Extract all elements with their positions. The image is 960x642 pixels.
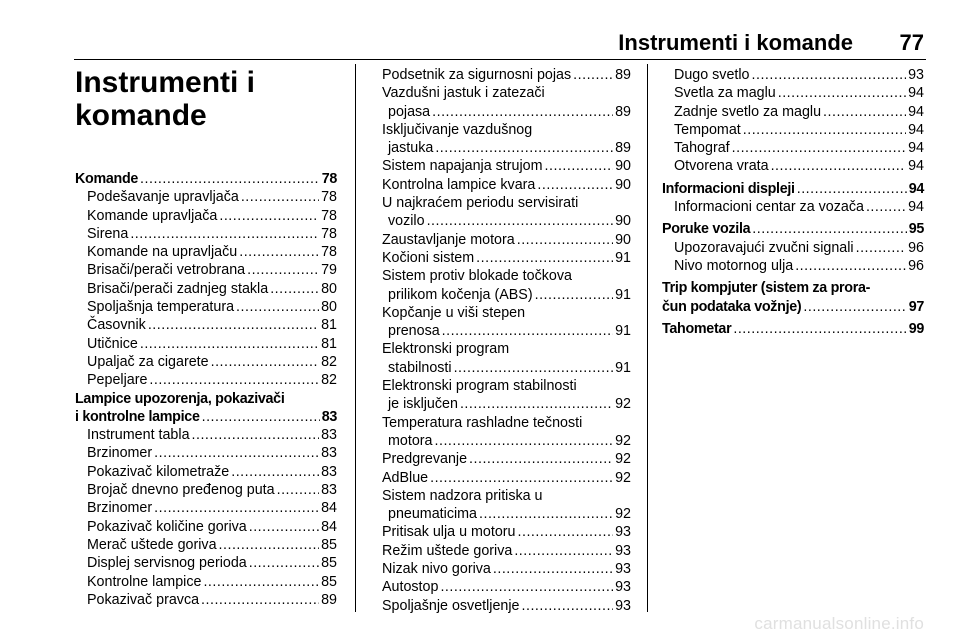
dot-leader	[202, 408, 320, 426]
toc-entry[interactable]	[382, 597, 631, 615]
toc-page-number: 92	[615, 396, 631, 413]
toc-column-2	[382, 66, 631, 615]
dot-leader	[203, 573, 319, 591]
column-divider	[647, 64, 648, 612]
toc-entry[interactable]	[75, 243, 337, 261]
toc-entry-label: i kontrolne lampice	[75, 408, 200, 425]
toc-page-number: 82	[321, 353, 337, 370]
toc-entry[interactable]	[662, 157, 924, 175]
toc-entry-label: Kontrolne lampice	[87, 573, 202, 590]
toc-entry-label: Pokazivač kilometraže	[87, 463, 230, 480]
toc-page-number: 82	[321, 372, 337, 389]
dot-leader	[239, 243, 319, 261]
toc-entry-label: Zaustavljanje motora	[382, 231, 515, 248]
dot-leader	[752, 220, 906, 238]
toc-entry-line[interactable]: Sistem protiv blokade točkova	[382, 268, 572, 285]
toc-page-number: 85	[321, 555, 337, 572]
dot-leader	[803, 298, 906, 316]
toc-page-number: 83	[321, 445, 337, 462]
toc-entry[interactable]	[75, 426, 337, 444]
toc-entry[interactable]	[382, 157, 631, 175]
toc-entry[interactable]	[382, 286, 631, 304]
toc-page-number: 84	[321, 518, 337, 535]
toc-entry[interactable]	[662, 103, 924, 121]
toc-entry-label: Kočioni sistem	[382, 249, 475, 266]
toc-section[interactable]	[75, 408, 337, 426]
toc-entry-label: je isključen	[388, 396, 458, 413]
dot-leader	[192, 426, 320, 444]
toc-page-number: 93	[615, 542, 631, 559]
toc-entry[interactable]	[75, 591, 337, 609]
dot-leader	[430, 469, 613, 487]
toc-entry-line[interactable]: Kopčanje u viši stepen	[382, 304, 526, 321]
dot-leader	[573, 66, 613, 84]
toc-entry[interactable]	[75, 335, 337, 353]
toc-entry-label: Režim uštede goriva	[382, 542, 513, 559]
toc-page-number: 81	[321, 335, 337, 352]
toc-page-number: 93	[908, 67, 924, 83]
dot-leader	[469, 450, 613, 468]
header-rule	[74, 59, 926, 60]
toc-entry[interactable]	[382, 432, 631, 450]
toc-page-number: 95	[908, 221, 924, 238]
toc-entry-label: Autostop	[382, 579, 439, 596]
dot-leader	[795, 257, 906, 275]
dot-leader	[211, 353, 320, 371]
toc-page-number: 90	[615, 176, 631, 193]
toc-entry-label: Sirena	[87, 225, 129, 242]
toc-page-number: 80	[321, 280, 337, 297]
dot-leader	[219, 536, 320, 554]
toc-page-number: 78	[321, 225, 337, 242]
toc-entry-label: Upozoravajući zvučni signali	[674, 239, 854, 256]
toc-page-number: 96	[908, 257, 924, 274]
toc-page-number: 85	[321, 536, 337, 553]
toc-entry-label: Upaljač za cigarete	[87, 353, 209, 370]
dot-leader	[866, 198, 906, 216]
toc-entry-label: Brzinomer	[87, 500, 153, 517]
dot-leader	[270, 280, 319, 298]
toc-entry[interactable]	[382, 523, 631, 541]
toc-entry[interactable]	[662, 198, 924, 216]
toc-entry-label: čun podataka vožnje)	[662, 298, 802, 315]
toc-entry-label: Komande	[75, 171, 139, 187]
dot-leader	[247, 261, 319, 279]
toc-page-number: 83	[321, 408, 337, 425]
toc-page-number: 81	[321, 317, 337, 334]
dot-leader	[249, 518, 319, 536]
toc-page-number: 94	[908, 180, 924, 197]
dot-leader	[733, 320, 906, 338]
dot-leader	[771, 157, 907, 175]
toc-entry[interactable]	[75, 573, 337, 591]
toc-entry-label: Poruke vozila	[662, 221, 751, 238]
toc-entry-label: motora	[388, 432, 433, 449]
toc-entry-label: Tempomat	[674, 121, 741, 138]
toc-section[interactable]	[662, 320, 924, 338]
toc-entry[interactable]	[382, 212, 631, 230]
toc-entry[interactable]	[75, 481, 337, 499]
toc-column-1	[75, 66, 337, 609]
toc-entry[interactable]	[382, 542, 631, 560]
toc-page-number: 84	[321, 500, 337, 517]
toc-entry-label: Pritisak ulja u motoru	[382, 524, 516, 541]
toc-entry-label: Spoljašnja temperatura	[87, 299, 235, 316]
dot-leader	[732, 139, 906, 157]
toc-entry[interactable]	[382, 231, 631, 249]
toc-page-number: 96	[908, 239, 924, 256]
toc-page-number: 83	[321, 463, 337, 480]
toc-section-line[interactable]: Lampice upozorenja, pokazivači	[75, 390, 285, 407]
toc-entry[interactable]	[382, 450, 631, 468]
dot-leader	[148, 316, 319, 334]
toc-page-number: 91	[615, 323, 631, 340]
toc-page-number: 78	[321, 171, 337, 187]
toc-entry[interactable]	[75, 463, 337, 481]
toc-page-number: 80	[321, 299, 337, 316]
toc-page-number: 78	[321, 244, 337, 261]
toc-entry-label: Brisači/perači zadnjeg stakla	[87, 280, 269, 297]
toc-section-line[interactable]: Trip kompjuter (sistem za prora-	[662, 280, 871, 297]
dot-leader	[440, 578, 613, 596]
toc-page-number: 83	[321, 427, 337, 444]
toc-entry[interactable]	[75, 554, 337, 572]
header-title: Instrumenti i komande	[618, 30, 853, 55]
toc-page-number: 78	[321, 189, 337, 206]
dot-leader	[140, 170, 320, 188]
toc-entry-label: Informacioni displeji	[662, 180, 795, 197]
column-divider	[355, 64, 356, 612]
toc-entry-label: prilikom kočenja (ABS)	[388, 286, 533, 303]
toc-entry[interactable]	[662, 239, 924, 257]
toc-entry-label: Komande upravljača	[87, 207, 218, 224]
toc-entry-label: Instrument tabla	[87, 427, 190, 444]
toc-page-number: 93	[615, 579, 631, 596]
toc-entry-label: Merač uštede goriva	[87, 536, 217, 553]
toc-page-number: 94	[908, 199, 924, 216]
toc-section[interactable]	[662, 220, 924, 238]
toc-entry-line[interactable]: Isključivanje vazdušnog	[382, 121, 533, 138]
toc-section[interactable]	[75, 170, 337, 188]
toc-entry[interactable]	[382, 66, 631, 84]
dot-leader	[249, 554, 319, 572]
toc-page-number: 92	[615, 469, 631, 486]
toc-entry-line[interactable]: Sistem nadzora pritiska u	[382, 487, 543, 504]
dot-leader	[277, 481, 320, 499]
toc-entry-label: Tahometar	[662, 320, 732, 337]
toc-page-number: 85	[321, 573, 337, 590]
toc-page-number: 94	[908, 140, 924, 157]
chapter-title: Instrumenti i komande	[75, 66, 256, 132]
toc-entry[interactable]	[75, 298, 337, 316]
toc-entry-label: Nivo motornog ulja	[674, 257, 794, 274]
dot-leader	[432, 103, 613, 121]
toc-page-number: 83	[321, 482, 337, 499]
toc-entry-label: vozilo	[388, 213, 425, 230]
dot-leader	[823, 103, 906, 121]
toc-page-number: 97	[908, 298, 924, 315]
dot-leader	[140, 335, 319, 353]
toc-entry-line[interactable]: Vazdušni jastuk i zatezači	[382, 85, 545, 102]
dot-leader	[130, 225, 319, 243]
toc-page-number: 91	[615, 359, 631, 376]
toc-entry[interactable]	[382, 322, 631, 340]
toc-entry-line[interactable]: Temperatura rashladne tečnosti	[382, 414, 583, 431]
toc-page-number: 90	[615, 158, 631, 175]
toc-entry[interactable]	[75, 261, 337, 279]
toc-entry-label: Pepeljare	[87, 372, 148, 389]
toc-entry-label: jastuka	[388, 140, 434, 157]
toc-entry[interactable]	[382, 139, 631, 157]
dot-leader	[154, 444, 319, 462]
toc-entry-label: Displej servisnog perioda	[87, 555, 247, 572]
toc-entry[interactable]	[75, 536, 337, 554]
toc-entry-label: Brzinomer	[87, 445, 153, 462]
toc-entry-label: AdBlue	[382, 469, 429, 486]
toc-page-number: 94	[908, 103, 924, 120]
toc-entry[interactable]	[75, 518, 337, 536]
toc-entry[interactable]	[662, 121, 924, 139]
toc-page-number: 89	[615, 67, 631, 83]
dot-leader	[493, 560, 613, 578]
page-header	[0, 26, 960, 58]
dot-leader	[514, 542, 613, 560]
toc-entry[interactable]	[662, 257, 924, 275]
dot-leader	[518, 523, 614, 541]
toc-entry[interactable]	[382, 505, 631, 523]
toc-entry-line[interactable]: U najkraćem periodu servisirati	[382, 195, 579, 212]
toc-entry-label: Sistem napajanja strujom	[382, 158, 543, 175]
dot-leader	[241, 188, 319, 206]
toc-page-number: 93	[615, 524, 631, 541]
toc-entry-label: Pokazivač količine goriva	[87, 518, 247, 535]
dot-leader	[856, 239, 907, 257]
toc-page-number: 91	[615, 286, 631, 303]
toc-entry-label: Nizak nivo goriva	[382, 561, 491, 578]
toc-entry-label: pojasa	[388, 103, 431, 120]
dot-leader	[219, 207, 319, 225]
toc-entry-label: Svetla za maglu	[674, 85, 776, 102]
toc-page-number: 89	[615, 103, 631, 120]
header-page-number: 77	[899, 30, 924, 55]
toc-page-number: 79	[321, 262, 337, 279]
dot-leader	[427, 212, 614, 230]
dot-leader	[435, 432, 614, 450]
toc-entry[interactable]	[382, 560, 631, 578]
dot-leader	[476, 249, 613, 267]
toc-entry-label: Pokazivač pravca	[87, 591, 200, 608]
toc-entry[interactable]	[382, 578, 631, 596]
toc-page-number: 89	[321, 591, 337, 608]
toc-entry-line[interactable]: Elektronski program stabilnosti	[382, 378, 577, 395]
toc-entry-label: prenosa	[388, 323, 440, 340]
toc-entry[interactable]	[662, 84, 924, 102]
dot-leader	[154, 499, 319, 517]
toc-entry-label: Podešavanje upravljača	[87, 189, 239, 206]
toc-entry[interactable]	[75, 371, 337, 389]
dot-leader	[797, 180, 907, 198]
toc-entry-label: Podsetnik za sigurnosni pojas	[382, 67, 572, 83]
toc-entry[interactable]	[75, 353, 337, 371]
toc-entry[interactable]	[75, 499, 337, 517]
toc-page-number: 92	[615, 451, 631, 468]
dot-leader	[545, 157, 614, 175]
toc-entry-label: Tahograf	[674, 140, 730, 157]
toc-entry[interactable]	[662, 66, 924, 84]
dot-leader	[537, 176, 613, 194]
toc-entry-label: Brojač dnevno pređenog puta	[87, 482, 275, 499]
toc-entry[interactable]	[382, 469, 631, 487]
toc-entry-label: Dugo svetlo	[674, 67, 750, 83]
toc-entry-label: Otvorena vrata	[674, 158, 769, 175]
dot-leader	[752, 66, 907, 84]
toc-page-number: 89	[615, 140, 631, 157]
toc-entry-label: Zadnje svetlo za maglu	[674, 103, 822, 120]
toc-page-number: 92	[615, 506, 631, 523]
toc-entry-label: Komande na upravljaču	[87, 244, 238, 261]
toc-entry-label: stabilnosti	[388, 359, 452, 376]
toc-page-number: 90	[615, 231, 631, 248]
toc-page-number: 90	[615, 213, 631, 230]
dot-leader	[236, 298, 319, 316]
toc-entry[interactable]	[75, 280, 337, 298]
toc-column-3	[662, 66, 924, 338]
toc-entry[interactable]	[662, 139, 924, 157]
dot-leader	[454, 359, 614, 377]
dot-leader	[479, 505, 613, 523]
dot-leader	[201, 591, 319, 609]
toc-entry-label: Časovnik	[87, 317, 146, 334]
dot-leader	[522, 597, 614, 615]
dot-leader	[231, 463, 319, 481]
toc-entry[interactable]	[382, 395, 631, 413]
toc-page-number: 93	[615, 561, 631, 578]
toc-entry[interactable]	[75, 316, 337, 334]
toc-entry[interactable]	[75, 444, 337, 462]
toc-entry-line[interactable]: Elektronski program	[382, 341, 510, 358]
toc-entry[interactable]	[382, 103, 631, 121]
dot-leader	[460, 395, 613, 413]
toc-entry-label: Spoljašnje osvetljenje	[382, 597, 520, 614]
toc-page-number: 92	[615, 432, 631, 449]
watermark: carmanualsonline.info	[754, 614, 924, 633]
toc-page-number: 94	[908, 85, 924, 102]
toc-page-number: 94	[908, 121, 924, 138]
dot-leader	[149, 371, 319, 389]
dot-leader	[435, 139, 613, 157]
toc-entry-label: pneumaticima	[388, 506, 477, 523]
dot-leader	[743, 121, 906, 139]
toc-page-number: 78	[321, 207, 337, 224]
toc-page-number: 99	[908, 320, 924, 337]
toc-entry[interactable]	[75, 188, 337, 206]
toc-entry[interactable]	[382, 359, 631, 377]
toc-entry-label: Predgrevanje	[382, 451, 468, 468]
dot-leader	[535, 286, 613, 304]
toc-entry-label: Utičnice	[87, 335, 138, 352]
toc-page-number: 91	[615, 249, 631, 266]
toc-entry[interactable]	[382, 176, 631, 194]
dot-leader	[442, 322, 613, 340]
toc-entry[interactable]	[75, 207, 337, 225]
dot-leader	[778, 84, 906, 102]
toc-entry-label: Brisači/perači vetrobrana	[87, 262, 246, 279]
toc-page-number: 94	[908, 158, 924, 175]
toc-section[interactable]	[662, 180, 924, 198]
toc-entry-label: Informacioni centar za vozača	[674, 199, 864, 216]
toc-entry[interactable]	[75, 225, 337, 243]
toc-page-number: 93	[615, 597, 631, 614]
toc-section[interactable]	[662, 298, 924, 316]
toc-entry[interactable]	[382, 249, 631, 267]
dot-leader	[517, 231, 613, 249]
toc-entry-label: Kontrolna lampice kvara	[382, 176, 536, 193]
